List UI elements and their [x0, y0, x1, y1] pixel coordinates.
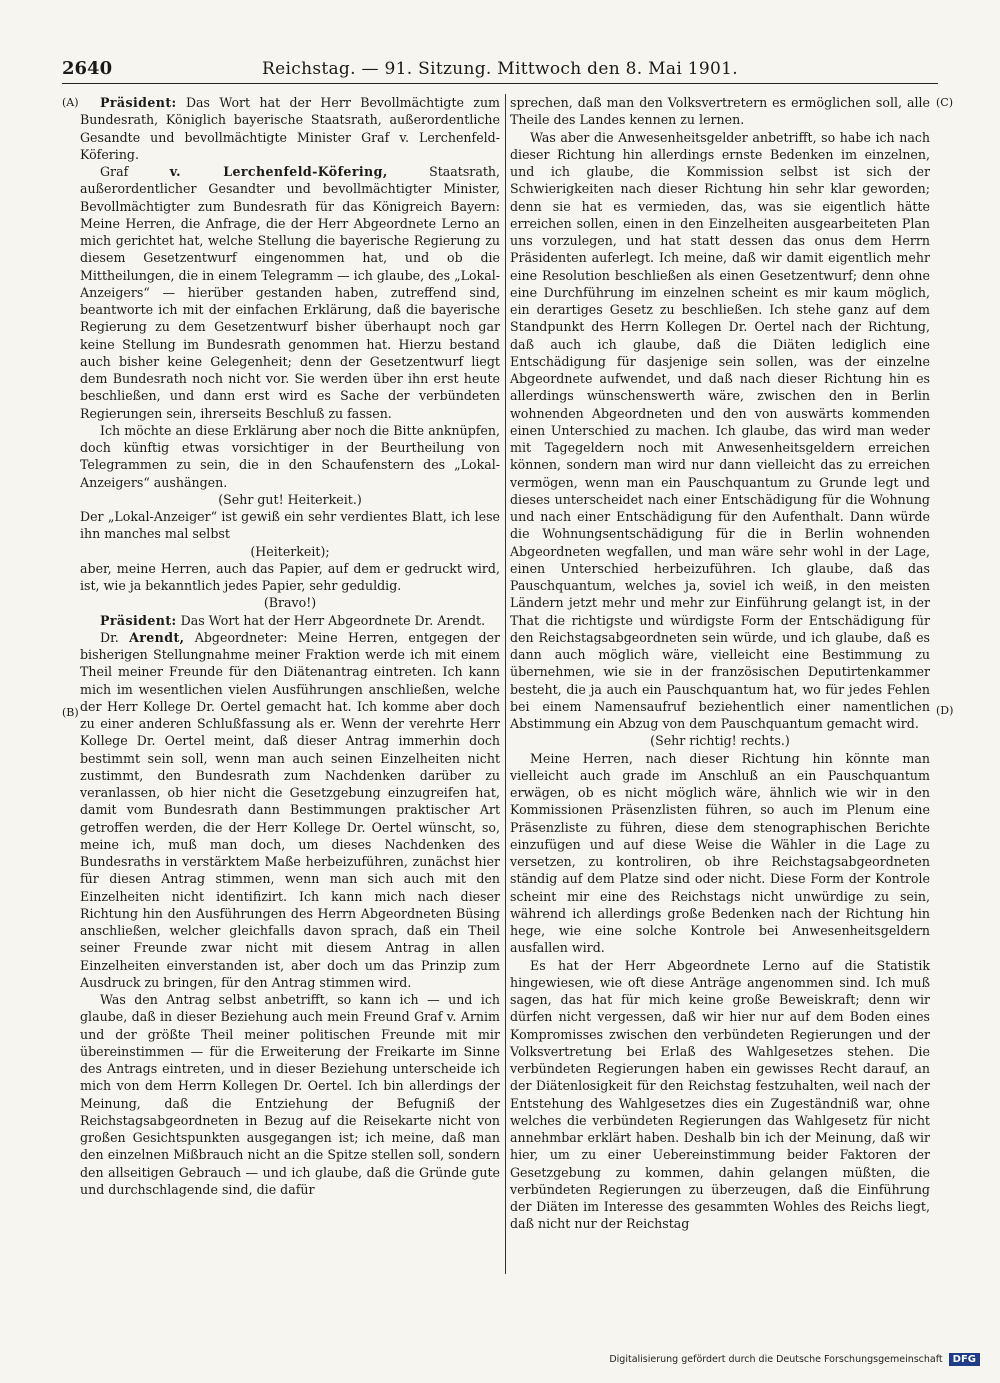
interjection: (Bravo!) [263, 595, 317, 611]
dfg-logo-icon: DFG [949, 1353, 980, 1366]
speaker-name: Präsident: [100, 612, 177, 628]
speech-paragraph [80, 94, 500, 163]
interjection: (Heiterkeit); [250, 543, 330, 559]
continued-paragraph: aber, meine Herren, auch das Papier, auf dem er gedruckt wird, ist, wie ja bekanntlich jedes Papier, sehr geduldig. [80, 560, 500, 593]
speech-paragraph [80, 163, 500, 422]
paragraph: Ich möchte an diese Erklärung aber noch die Bitte anknüpfen, doch künftig etwas vorsichtiger in der Beurtheilung von Telegrammen zu sein, die in den Schaufenstern des „Lokal-Anzeigers“ aushängen. [80, 422, 500, 490]
right-column [510, 94, 930, 1232]
speech-text: Das Wort hat der Herr Bevollmächtigte zum Bundesrath, Königlich bayerische Staatsrath, außerordentliche Gesandte und bevollmächtigte Minister Graf v. Lerchenfeld-Köfering. [80, 95, 500, 162]
left-column [80, 94, 500, 1272]
speech-paragraph [80, 629, 500, 991]
speaker-title: Graf [100, 164, 170, 179]
speaker-name: Arendt, [129, 629, 185, 645]
speech-text: Abgeordneter: Meine Herren, entgegen der bisherigen Stellungnahme meiner Fraktion werde ich mit einem Theil meiner Freunde für den Diätenantrag eintreten. Ich kann mich im wesentlichen vielen Ausführungen anschließen, welche der Herr Kollege Dr. Oertel gemacht hat. Ich komme aber doch zu einer anderen Schlußfassung als er. Wenn der verehrte Herr Kollege Dr. Oertel meint, daß dieser Antrag immerhin doch bestimmt sein soll, wenn man auch seinen Einzelheiten nicht zustimmt, den Bundesrath zum Nachdenken darüber zu veranlassen, ob hier nicht die Gesetzgebung einzugreifen hat, damit vom Bundesrath dann Bestimmungen praktischer Art getroffen werden, die der Herr Kollege Dr. Oertel wünscht, so, meine ich, muß man doch, um dieses Nachdenken des Bundesraths in verstärktem Maße herbeizuführen, zunächst hier für diesen Antrag stimmen, wenn man sich auch mit den Einzelheiten nicht identifizirt. Ich kann mich nach dieser Richtung hin den Ausführungen des Herrn Abgeordneten Büsing anschließen, welcher gleichfalls davon sprach, daß ein Theil seiner Freunde zwar nicht mit diesem Antrag in allen Einzelheiten einverstanden ist, aber doch um das Prinzip zum Ausdruck zu bringen, für den Antrag stimmen wird. [80, 629, 500, 990]
margin-mark-a: (A) [62, 96, 79, 109]
running-title: Reichstag. — 91. Sitzung. Mittwoch den 8. Mai 1901. [262, 59, 738, 79]
paragraph: Was den Antrag selbst anbetrifft, so kann ich — und ich glaube, daß in dieser Beziehung auch mein Freund Graf v. Arnim und der größte Theil meiner politischen Freunde mit mir übereinstimmen — für die Erweiterung der Freikarte im Sinne des Antrags eintreten, und in dieser Beziehung unterscheide ich mich von dem Herrn Kollegen Dr. Oertel. Ich bin allerdings der Meinung, daß die Entziehung der Befugniß der Reichstagsabgeordneten in Bezug auf die Reisekarte nicht von großen Gesichtspunkten ausgegangen ist; ich meine, daß man den einzelnen Mißbrauch nicht an die Spitze stellen soll, sondern den allseitigen Gebrauch — und ich glaube, daß die Gründe gute und durchschlagende sind, die dafür [80, 992, 500, 1197]
speech-text: Staatsrath, außerordentlicher Gesandter und bevollmächtigter Minister, Bevollmächtigter zum Bundesrath für das Königreich Bayern: Meine Herren, die Anfrage, die der Herr Abgeordnete Lerno an mich gerichtet hat, welche Stellung die bayerische Regierung zu diesem Gesetzentwurf eingenommen hat, und ob die Mittheilungen, die in einem Telegramm — ich glaube, des „Lokal-Anzeigers“ — hierüber gestanden haben, zutreffend sind, beantworte ich mit der einfachen Erklärung, daß die bayerische Regierung zu dem Gesetzentwurf bisher überhaupt noch gar keine Stellung im Bundesrath genommen hat. Hierzu bestand auch bisher keine Gelegenheit; denn der Gesetzentwurf liegt dem Bundesrath noch nicht vor. Sie werden über ihn erst heute beschließen, und dann erst wird es Sache der verbündeten Regierungen sein, ihrerseits Beschluß zu fassen. [80, 164, 500, 421]
paragraph: Es hat der Herr Abgeordnete Lerno auf die Statistik hingewiesen, wie oft diese Anträge angenommen sind. Ich muß sagen, das hat für mich keine große Beweiskraft; denn wir dürfen nicht vergessen, daß wir hier nur auf dem Boden eines Kompromisses zwischen den verbündeten Regierungen und der Volksvertretung bei Erlaß des Wahlgesetzes stehen. Die verbündeten Regierungen haben ein gewisses Recht darauf, an der Diätenlosigkeit für den Reichstag festzuhalten, weil nach der Entstehung des Wahlgesetzes dies ein Zugeständniß war, ohne welches die verbündeten Regierungen das Wahlgesetz für nicht annehmbar erklärt haben. Deshalb bin ich der Meinung, daß wir hier, um zu einer Uebereinstimmung beider Faktoren der Gesetzgebung zu kommen, dahin gelangen müßten, die verbündeten Regierungen zu überzeugen, daß die Einführung der Diäten im Interesse des gesammten Wohles des Reichs liegt, daß nicht nur der Reichstag [510, 957, 930, 1232]
margin-mark-d: (D) [936, 704, 954, 717]
paragraph: Meine Herren, nach dieser Richtung hin könnte man vielleicht auch grade im Anschluß an ein Pauschquantum erwägen, ob es nicht möglich wäre, ähnlich wie wir in den Kommissionen Präsenzlisten führen, so auch im Plenum eine Präsenzliste zu führen, diese dem stenographischen Berichte einzufügen und auf diese Weise die Wähler in die Lage zu versetzen, zu kontroliren, ob ihre Reichstagsabgeordneten ständig auf dem Platze sind oder nicht. Diese Form der Kontrole scheint mir eine des Reichstags nicht unwürdige zu sein, während ich allerdings große Bedenken nach der Richtung hin hege, wie eine solche Kontrole bei Anwesenheitsgeldern ausfallen wird. [510, 750, 930, 956]
margin-mark-c: (C) [936, 96, 953, 109]
interjection: (Sehr gut! Heiterkeit.) [218, 491, 362, 507]
margin-mark-b: (B) [62, 706, 79, 719]
continued-paragraph: sprechen, daß man den Volksvertretern es ermöglichen soll, alle Theile des Landes kennen zu lernen. [510, 95, 930, 128]
speech-text: Das Wort hat der Herr Abgeordnete Dr. Arendt. [176, 612, 486, 628]
paragraph: Was aber die Anwesenheitsgelder anbetrifft, so habe ich nach dieser Richtung hin allerdings ernste Bedenken im einzelnen, und ich glaube, die Kommission selbst ist sich der Schwierigkeiten nach dieser Richtung hin sehr klar geworden; denn sie hat es vermieden, das, was sie eigentlich hätte erreichen sollen, einen in den Einzelheiten ausgearbeiteten Plan uns vorzulegen, und hat statt dessen das onus dem Herrn Präsidenten auferlegt. Ich meine, daß wir damit eigentlich mehr eine Resolution beschließen als einen Gesetzentwurf; denn ohne eine Durchführung im einzelnen scheint es mir kaum möglich, ein derartiges Gesetz zu beschließen. Ich stehe ganz auf dem Standpunkt des Herrn Kollegen Dr. Oertel nach der Richtung, daß auch ich glaube, daß die Diäten lediglich eine Entschädigung für dasjenige sein sollen, was der einzelne Abgeordnete aufwendet, und daß nach dieser Richtung hin es allerdings wünschenswerth wäre, zwischen den in Berlin wohnenden Abgeordneten und den von auswärts kommenden einen Unterschied zu machen. Ich glaube, das wird man weder mit Tagegeldern noch mit Anwesenheitsgeldern erreichen können, sondern man wird nur dann vielleicht das zu erreichen vermögen, wenn man ein Pauschquantum zu Grunde legt und dieses unterscheidet nach einer Entschädigung für die Wohnung und nach einer Entschädigung für den Aufenthalt. Dann würde die Wohnungsentschädigung für die in Berlin wohnenden Abgeordneten wegfallen, und man wäre sehr wohl in der Lage, einen Unterschied herbeizuführen. Ich glaube, daß das Pauschquantum, welches ja, soviel ich weiß, in den meisten Ländern jetzt mehr und mehr zur Einführung gelangt ist, in der That die richtigste und würdigste Form der Entschädigung für den Reichstagsabgeordneten sein würde, und ich glaube, daß es dann auch möglich wäre, vielleicht eine Bestimmung zu übernehmen, wie sie in der französischen Deputirtenkammer besteht, die ja auch ein Pauschquantum hat, wo für jedes Fehlen bei einem Namensaufruf beziehentlich einer namentlichen Abstimmung ein Abzug von dem Pauschquantum gemacht wird. [510, 129, 930, 731]
footer-credit: Digitalisierung gefördert durch die Deutsche Forschungsgemeinschaft [609, 1353, 943, 1365]
speaker-title: Dr. [100, 629, 130, 645]
page-number: 2640 [62, 58, 113, 79]
speech-paragraph [80, 612, 500, 629]
page-header [62, 50, 938, 84]
continued-paragraph: Der „Lokal-Anzeiger“ ist gewiß ein sehr verdientes Blatt, ich lese ihn manches mal selbst [80, 509, 500, 542]
footer [600, 1348, 980, 1370]
interjection: (Sehr richtig! rechts.) [650, 733, 790, 749]
column-divider [505, 94, 506, 1274]
speaker-name: Präsident: [100, 95, 177, 110]
speaker-name: v. Lerchenfeld-Köfering, [169, 164, 388, 179]
